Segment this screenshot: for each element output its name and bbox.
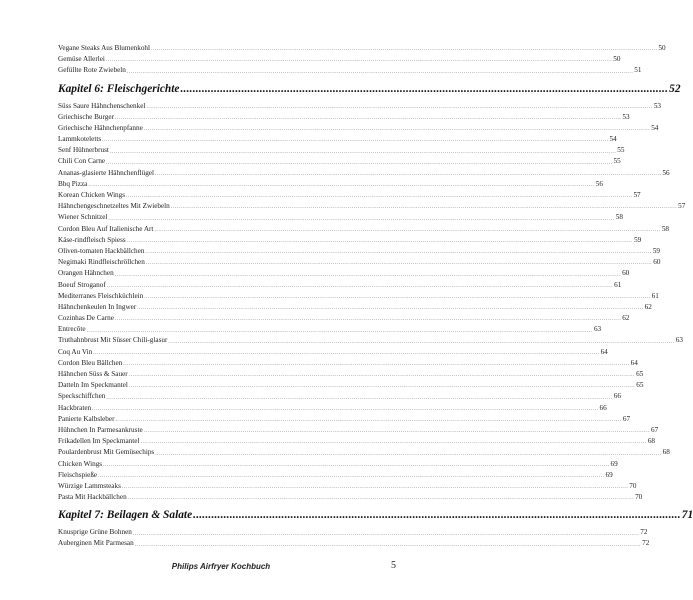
toc-entry[interactable]: [58, 470, 613, 481]
dot-leader: ....................................................................................................................................................................................................................................................................: [123, 361, 630, 368]
entry-page: 63: [675, 336, 683, 345]
toc-entry[interactable]: [58, 425, 659, 436]
entry-title: Coq Au Vin: [58, 347, 93, 356]
dot-leader: ....................................................................................................................................................................................................................................................................: [106, 394, 613, 401]
entry-title: Chili Con Carne: [58, 157, 106, 166]
entry-page: 62: [622, 314, 630, 323]
entry-title: Hackbraten: [58, 403, 92, 412]
dot-leader: ....................................................................................................................................................................................................................................................................: [92, 405, 599, 412]
toc-entry[interactable]: [58, 224, 669, 235]
entry-title: Datteln Im Speckmantel: [58, 381, 128, 390]
toc-entry[interactable]: [58, 481, 637, 492]
entry-title: Cordon Bleu Auf Italienische Art: [58, 224, 154, 233]
entry-title: Chicken Wings: [58, 459, 103, 468]
toc-entry[interactable]: [58, 280, 622, 291]
dot-leader: ....................................................................................................................................................................................................................................................................: [143, 126, 651, 133]
dot-leader: ....................................................................................................................................................................................................................................................................: [93, 349, 600, 356]
dot-leader: ....................................................................................................................................................................................................................................................................: [114, 316, 622, 323]
toc-entry[interactable]: [58, 347, 608, 358]
entry-page: 68: [647, 437, 656, 446]
entry-title: Senf Hühnerbrust: [58, 146, 109, 155]
entry-title: Auberginen Mit Parmesan: [58, 539, 134, 548]
entry-title: Süss Saure Hähnchenschenkel: [58, 101, 146, 110]
entry-title: Mediterranes Fleischküchlein: [58, 291, 144, 300]
dot-leader: ....................................................................................................................................................................................................................................................................: [88, 182, 595, 189]
toc-entry[interactable]: [58, 179, 603, 190]
entry-page: 60: [653, 258, 661, 267]
chapter-title: Kapitel 6: Fleischgerichte: [58, 82, 180, 95]
entry-title: Griechische Burger: [58, 112, 114, 121]
entry-title: Hähnchengeschnetzeltes Mit Zwiebeln: [58, 202, 170, 211]
toc-entry[interactable]: [58, 313, 630, 324]
toc-entry[interactable]: [58, 414, 631, 425]
entry-page: 55: [613, 157, 621, 166]
entry-page: 65: [636, 370, 644, 379]
dot-leader: ....................................................................................................................................................................................................................................................................: [145, 260, 653, 267]
entry-page: 50: [613, 55, 621, 64]
entry-title: Würzige Lammsteaks: [58, 481, 121, 490]
entry-page: 62: [644, 302, 652, 311]
dot-leader: ....................................................................................................................................................................................................................................................................: [132, 530, 640, 537]
entry-page: 60: [622, 269, 630, 278]
entry-page: 63: [593, 325, 602, 334]
entry-page: 53: [622, 112, 630, 121]
entry-page: 66: [599, 403, 607, 412]
entry-page: 56: [662, 168, 670, 177]
dot-leader: ....................................................................................................................................................................................................................................................................: [127, 495, 635, 502]
dot-leader: ....................................................................................................................................................................................................................................................................: [106, 282, 614, 289]
toc-entry[interactable]: [58, 65, 642, 76]
entry-page: 56: [595, 179, 603, 188]
entry-page: 68: [662, 448, 670, 457]
toc-entry[interactable]: [58, 436, 656, 447]
toc-entry[interactable]: [58, 268, 630, 279]
toc-entry[interactable]: [58, 492, 643, 503]
chapter-title: Kapitel 7: Beilagen & Salate: [58, 509, 193, 522]
entry-page: 51: [634, 66, 642, 75]
entry-title: Orangen Hähnchen: [58, 269, 114, 278]
entry-page: 70: [629, 481, 637, 490]
entry-page: 55: [617, 146, 625, 155]
entry-title: Ananas-glasierte Hähnchenflügel: [58, 168, 154, 177]
toc-entry[interactable]: [58, 168, 670, 179]
toc-entry[interactable]: [58, 403, 607, 414]
entry-title: Negimaki Rindfleischröllchen: [58, 258, 145, 267]
dot-leader: ....................................................................................................................................................................................................................................................................: [140, 439, 647, 446]
entry-title: Vegane Steaks Aus Blumenkohl: [58, 43, 151, 52]
entry-title: Korean Chicken Wings: [58, 191, 126, 200]
entry-page: 61: [651, 291, 659, 300]
entry-title: Boeuf Stroganof: [58, 280, 106, 289]
dot-leader: ....................................................................................................................................................................................................................................................................: [103, 461, 610, 468]
entry-page: 59: [652, 246, 660, 255]
entry-title: Pasta Mit Hackbällchen: [58, 493, 127, 502]
chapter-heading[interactable]: [58, 81, 681, 98]
entry-page: 58: [615, 213, 623, 222]
dot-leader: ................................................................................................................................................................: [193, 509, 681, 522]
toc-entry[interactable]: [58, 447, 670, 458]
dot-leader: ....................................................................................................................................................................................................................................................................: [108, 215, 615, 222]
entry-page: 69: [610, 459, 618, 468]
dot-leader: ....................................................................................................................................................................................................................................................................: [143, 428, 651, 435]
toc-entry[interactable]: [58, 246, 660, 257]
toc-entry[interactable]: [58, 112, 630, 123]
dot-leader: ....................................................................................................................................................................................................................................................................: [102, 137, 609, 144]
entry-title: Gemüse Allerlei: [58, 55, 105, 64]
entry-page: 54: [651, 123, 659, 132]
entry-title: Hühnchen In Parmesankruste: [58, 425, 143, 434]
table-of-contents: [58, 43, 693, 550]
dot-leader: ....................................................................................................................................................................................................................................................................: [126, 193, 633, 200]
book-title: Philips Airfryer Kochbuch: [171, 562, 271, 571]
entry-title: Fleischspieße: [58, 470, 98, 479]
dot-leader: ....................................................................................................................................................................................................................................................................: [137, 305, 644, 312]
entry-title: Griechische Hähnchenpfanne: [58, 123, 143, 132]
entry-title: Lammkoteletts: [58, 135, 102, 144]
dot-leader: ....................................................................................................................................................................................................................................................................: [86, 327, 593, 334]
entry-page: 65: [636, 381, 644, 390]
dot-leader: ....................................................................................................................................................................................................................................................................: [121, 484, 629, 491]
toc-entry[interactable]: [58, 391, 621, 402]
toc-entry[interactable]: [58, 527, 648, 538]
dot-leader: ................................................................................................................................................................: [180, 82, 669, 95]
entry-title: Käse-rindfleisch Spiess: [58, 235, 126, 244]
entry-page: 54: [609, 135, 617, 144]
toc-entry[interactable]: [58, 358, 638, 369]
entry-title: Oliven-tomaten Hackbällchen: [58, 246, 145, 255]
dot-leader: ....................................................................................................................................................................................................................................................................: [134, 541, 642, 548]
entry-page: 58: [661, 224, 669, 233]
entry-title: Wiener Schnitzel: [58, 213, 108, 222]
dot-leader: ....................................................................................................................................................................................................................................................................: [146, 103, 653, 110]
entry-page: 72: [640, 528, 648, 537]
entry-page: 66: [613, 392, 621, 401]
entry-title: Cordon Bleu Bällchen: [58, 358, 123, 367]
dot-leader: ....................................................................................................................................................................................................................................................................: [115, 417, 622, 423]
toc-entry[interactable]: [58, 201, 686, 212]
chapter-page: 52: [669, 82, 681, 95]
entry-title: Cozinhas De Carne: [58, 314, 114, 323]
dot-leader: ....................................................................................................................................................................................................................................................................: [145, 249, 652, 256]
toc-entry[interactable]: [58, 369, 644, 380]
dot-leader: ....................................................................................................................................................................................................................................................................: [170, 204, 678, 211]
dot-leader: ....................................................................................................................................................................................................................................................................: [155, 170, 662, 177]
entry-title: Panierte Kalbsleber: [58, 414, 115, 423]
toc-entry[interactable]: [58, 157, 621, 168]
toc-entry[interactable]: [58, 539, 650, 550]
toc-entry[interactable]: [58, 336, 683, 347]
toc-entry[interactable]: [58, 190, 641, 201]
dot-leader: ....................................................................................................................................................................................................................................................................: [126, 68, 634, 75]
toc-entry[interactable]: [58, 324, 602, 335]
dot-leader: ....................................................................................................................................................................................................................................................................: [126, 238, 634, 244]
chapter-page: 71: [681, 509, 693, 522]
entry-title: Hähnchenkeulen In Ingwer: [58, 302, 137, 311]
entry-title: Gefüllte Rote Zwiebeln: [58, 66, 126, 75]
dot-leader: ....................................................................................................................................................................................................................................................................: [168, 338, 675, 345]
entry-page: 72: [642, 539, 650, 548]
entry-page: 67: [651, 425, 659, 434]
toc-entry[interactable]: [58, 54, 621, 65]
entry-page: 59: [634, 235, 642, 244]
entry-page: 64: [600, 347, 608, 356]
dot-leader: ....................................................................................................................................................................................................................................................................: [105, 57, 613, 64]
dot-leader: ....................................................................................................................................................................................................................................................................: [155, 450, 662, 457]
entry-title: Poulardenbrust Mit Gemüsechips: [58, 448, 155, 457]
toc-entry[interactable]: [58, 380, 644, 391]
chapter-heading[interactable]: [58, 507, 693, 524]
entry-page: 64: [630, 358, 638, 367]
dot-leader: ....................................................................................................................................................................................................................................................................: [128, 383, 636, 390]
toc-entry[interactable]: [58, 101, 662, 112]
entry-title: Entrecôte: [58, 325, 86, 334]
toc-entry[interactable]: [58, 43, 666, 54]
dot-leader: ....................................................................................................................................................................................................................................................................: [151, 46, 658, 53]
entry-page: 61: [614, 280, 622, 289]
entry-title: Hähnchen Süss & Sauer: [58, 370, 128, 379]
dot-leader: ....................................................................................................................................................................................................................................................................: [114, 271, 622, 278]
dot-leader: ....................................................................................................................................................................................................................................................................: [98, 472, 605, 479]
entry-page: 67: [622, 414, 631, 423]
entry-page: 70: [635, 493, 643, 502]
dot-leader: ....................................................................................................................................................................................................................................................................: [128, 372, 636, 379]
toc-entry[interactable]: [58, 134, 617, 145]
toc-entry[interactable]: [58, 123, 659, 134]
dot-leader: ....................................................................................................................................................................................................................................................................: [114, 114, 622, 121]
entry-title: Truthahnbrust Mit Süsser Chili-glasur: [58, 336, 168, 345]
entry-title: Bbq Pizza: [58, 179, 88, 188]
entry-page: 57: [633, 191, 641, 200]
dot-leader: ....................................................................................................................................................................................................................................................................: [109, 148, 617, 155]
toc-entry[interactable]: [58, 212, 623, 223]
toc-entry[interactable]: [58, 459, 618, 470]
page-number: 5: [391, 560, 396, 571]
toc-entry[interactable]: [58, 291, 659, 302]
entry-page: 50: [658, 43, 666, 52]
dot-leader: ....................................................................................................................................................................................................................................................................: [144, 293, 651, 300]
dot-leader: ....................................................................................................................................................................................................................................................................: [154, 226, 661, 233]
dot-leader: ....................................................................................................................................................................................................................................................................: [106, 159, 613, 166]
toc-entry[interactable]: [58, 302, 652, 313]
entry-title: Frikadellen Im Speckmantel: [58, 437, 140, 446]
toc-entry[interactable]: [58, 145, 625, 156]
toc-entry[interactable]: [58, 257, 661, 268]
entry-page: 69: [605, 470, 613, 479]
entry-title: Knusprige Grüne Bohnen: [58, 528, 132, 537]
entry-page: 57: [678, 202, 686, 211]
entry-page: 53: [653, 101, 662, 110]
toc-entry[interactable]: [58, 235, 642, 246]
entry-title: Speckschiffchen: [58, 392, 106, 401]
